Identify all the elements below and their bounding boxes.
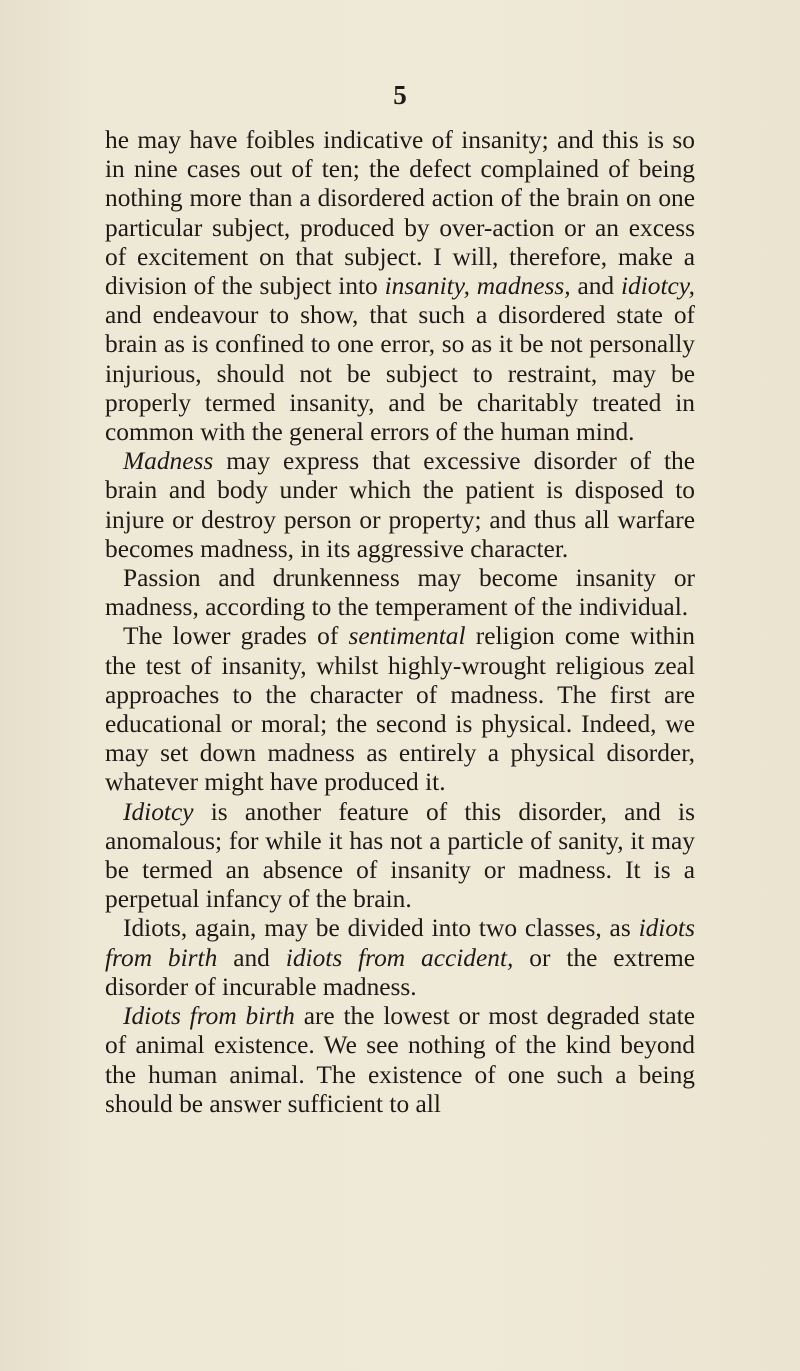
paragraph-p5: [105, 798, 695, 915]
italic-phrase: idiots from accident,: [285, 943, 514, 972]
text-run: Passion and drunkenness may become insanity or madness, according to the temperament of the individual.: [105, 564, 695, 622]
page-number: 5: [393, 80, 407, 110]
text-run: The lower grades of: [123, 622, 349, 651]
paragraph-p7: [105, 1002, 695, 1119]
paragraph-p2: [105, 447, 695, 564]
italic-phrase: Madness: [123, 447, 214, 476]
italic-phrase: madness,: [476, 272, 571, 301]
paragraph-p3: [105, 564, 695, 622]
paragraph-p1: [105, 126, 695, 447]
text-run: or the extreme disorder of incurable madness.: [105, 943, 695, 1001]
paragraph-p4: [105, 622, 695, 797]
text-run: and endeavour to show, that such a disordered state of brain as is confined to one error, so as it be not personally injurious, should not be subject to restraint, may be properly termed insanity, and be charitably treated in common with the general errors of the human mind.: [105, 301, 695, 447]
body-text: [105, 126, 695, 1119]
text-run: he may have foibles indicative of insanity; and this is so in nine cases out of ten; the defect complained of being nothing more than a disordered action of the brain on one particular subject, produced by over-action or an excess of excitement on that subject. I will, therefore, make a division of the subject into: [105, 126, 695, 301]
italic-phrase: idiots from birth: [105, 914, 695, 972]
paragraph-p6: [105, 914, 695, 1002]
text-run: and: [217, 943, 286, 972]
italic-phrase: Idiots from birth: [123, 1002, 295, 1031]
text-run: [470, 272, 477, 300]
italic-phrase: sentimental: [348, 622, 466, 651]
italic-phrase: idiotcy,: [620, 272, 695, 301]
text-run: may express that excessive disorder of the brain and body under which the patient is disposed to injure or destroy person or property; and thus all warfare becomes madness, in its aggressive character.: [105, 447, 695, 563]
text-run: and: [570, 272, 621, 301]
text-run: religion come within the test of insanity, whilst highly-wrought religious zeal approaches to the character of madness. The first are educational or moral; the second is physical. Indeed, we may set down madness as entirely a physical disorder, whatever might have produced it.: [105, 622, 695, 797]
text-run: Idiots, again, may be divided into two classes, as: [123, 914, 639, 943]
text-run: is another feature of this disorder, and is anomalous; for while it has not a particle of sanity, it may be termed an absence of insanity or madness. It is a perpetual infancy of the brain.: [105, 797, 695, 914]
text-run: are the lowest or most degraded state of animal existence. We see nothing of the kind beyond the human animal. The existence of one such a being should be answer sufficient to all: [105, 1002, 695, 1118]
italic-phrase: Idiotcy: [123, 797, 194, 826]
italic-phrase: insanity,: [384, 272, 470, 301]
